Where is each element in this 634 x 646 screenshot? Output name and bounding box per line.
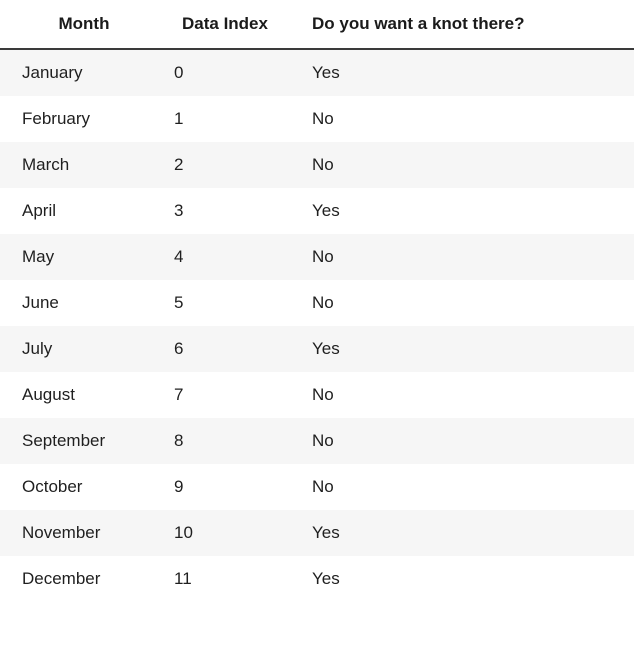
table-row <box>0 142 634 188</box>
cell-month: January <box>22 63 83 82</box>
cell-knot: Yes <box>312 569 340 588</box>
cell-data-index: 9 <box>174 477 184 496</box>
table-row <box>0 49 634 96</box>
cell-data-index: 2 <box>174 155 184 174</box>
cell-month: April <box>22 201 57 220</box>
table-row <box>0 234 634 280</box>
cell-knot: No <box>312 385 334 404</box>
cell-data-index: 3 <box>174 201 184 220</box>
cell-month: November <box>22 523 101 542</box>
table-row <box>0 96 634 142</box>
cell-month: June <box>22 293 59 312</box>
table-row <box>0 326 634 372</box>
table-row <box>0 510 634 556</box>
cell-data-index: 4 <box>174 247 184 266</box>
cell-month: September <box>22 431 106 450</box>
cell-data-index: 5 <box>174 293 184 312</box>
cell-data-index: 7 <box>174 385 184 404</box>
cell-month: July <box>22 339 53 358</box>
cell-knot: Yes <box>312 339 340 358</box>
cell-knot: Yes <box>312 201 340 220</box>
table-row <box>0 188 634 234</box>
cell-month: December <box>22 569 101 588</box>
cell-month: October <box>22 477 83 496</box>
column-header-data-index: Data Index <box>160 0 290 49</box>
cell-knot: Yes <box>312 63 340 82</box>
column-header-knot-question: Do you want a knot there? <box>290 0 634 49</box>
cell-data-index: 11 <box>174 569 192 588</box>
cell-month: August <box>22 385 75 404</box>
table-row <box>0 372 634 418</box>
cell-month: February <box>22 109 91 128</box>
table-row <box>0 556 634 602</box>
cell-month: May <box>22 247 55 266</box>
cell-data-index: 0 <box>174 63 184 82</box>
cell-month: March <box>22 155 70 174</box>
cell-knot: No <box>312 247 334 266</box>
cell-knot: No <box>312 155 334 174</box>
cell-knot: No <box>312 293 334 312</box>
cell-data-index: 6 <box>174 339 184 358</box>
cell-knot: Yes <box>312 523 340 542</box>
cell-knot: No <box>312 431 334 450</box>
table-row <box>0 418 634 464</box>
column-header-month: Month <box>0 0 160 49</box>
table-row <box>0 280 634 326</box>
table-row <box>0 464 634 510</box>
table-header-row <box>0 0 634 49</box>
table-body <box>0 49 634 602</box>
table-header <box>0 0 634 49</box>
cell-knot: No <box>312 109 334 128</box>
cell-data-index: 1 <box>174 109 184 128</box>
cell-data-index: 8 <box>174 431 184 450</box>
cell-knot: No <box>312 477 334 496</box>
cell-data-index: 10 <box>174 523 193 542</box>
